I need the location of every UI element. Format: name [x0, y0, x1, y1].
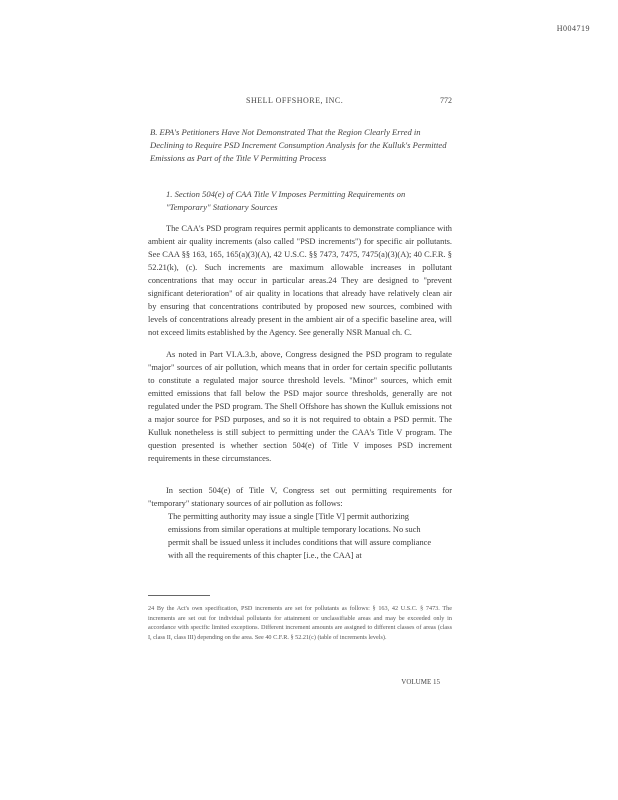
subsection-heading-1: 1. Section 504(e) of CAA Title V Imposes Permitting Requirements on "Temporary" Stationary Sources [166, 189, 406, 212]
footnote-divider [148, 595, 210, 596]
body-paragraph-2 [148, 348, 452, 465]
block-quote: The permitting authority may issue a single [Title V] permit authorizing emissions from similar operations at multiple temporary locations. No such permit shall be issued unless it includes conditions that will assure compliance with all the requirements of this chapter [i.e., the CAA] at [168, 512, 432, 560]
bates-number: H004719 [556, 24, 590, 33]
running-head: SHELL OFFSHORE, INC. [246, 96, 344, 105]
paragraph-text: As noted in Part VI.A.3.b, above, Congress designed the PSD program to regulate "major" sources of air pollution, which means that in order for certain specific pollutants to constitute a regulated major source threshold levels. "Minor" sources, which emit emitted emissions that fall below the PSD major source thresholds, generally are not regulated under the PSD program. The Shell Offshore has shown the Kulluk emissions not a major source for PSD purposes, and so it is not required to obtain a PSD permit. The Kulluk nonetheless is still subject to permitting under the CAA's Title V program. The question presented is whether section 504(e) of Title V imposes PSD increment requirements in these circumstances. [148, 350, 452, 463]
paragraph-text: In section 504(e) of Title V, Congress set out permitting requirements for "temporary" stationary sources of air pollution as follows: [148, 486, 452, 508]
paragraph-text: The CAA's PSD program requires permit applicants to demonstrate compliance with ambient air quality increments (also called "PSD increments") for specific air pollutants. See CAA §§ 163, 165, 165(a)(3)(A), 42 U.S.C. §§ 7473, 7475, 7475(a)(3)(A); 40 C.F.R. § 52.21(k), (c). Such increments are maximum allowable increases in pollutant concentrations that may occur in particular areas.24 They are designed to "prevent significant deterioration" of air quality in locations that already have relatively clean air by ensuring that concentrations contributed by proposed new sources, combined with levels of concentrations already present in the ambient air of a specific baseline area, will not exceed limits established by the Agency. See generally NSR Manual ch. C. [148, 224, 452, 337]
body-paragraph-3 [148, 484, 452, 510]
body-paragraph-1 [148, 222, 452, 339]
footnote-24: 24 By the Act's own specification, PSD increments are set for pollutants as follows: § 163, 42 U.S.C. § 7473. The increments are set out for individual pollutants for attainment or unclassifiable areas and may be exceeded only in accordance with specific limited exceptions. Different increment amounts are assigned to different classes of areas (class I, class II, class III) depending on the area. See 40 C.F.R. § 52.21(c) (table of increments levels). [148, 605, 452, 641]
section-heading-b: B. EPA's Petitioners Have Not Demonstrated That the Region Clearly Erred in Declining to Require PSD Increment Consumption Analysis for the Kulluk's Permitted Emissions as Part of the Title V Permitting Process [150, 127, 447, 163]
page-footer: VOLUME 15 [401, 678, 440, 686]
page-number: 772 [440, 96, 452, 105]
